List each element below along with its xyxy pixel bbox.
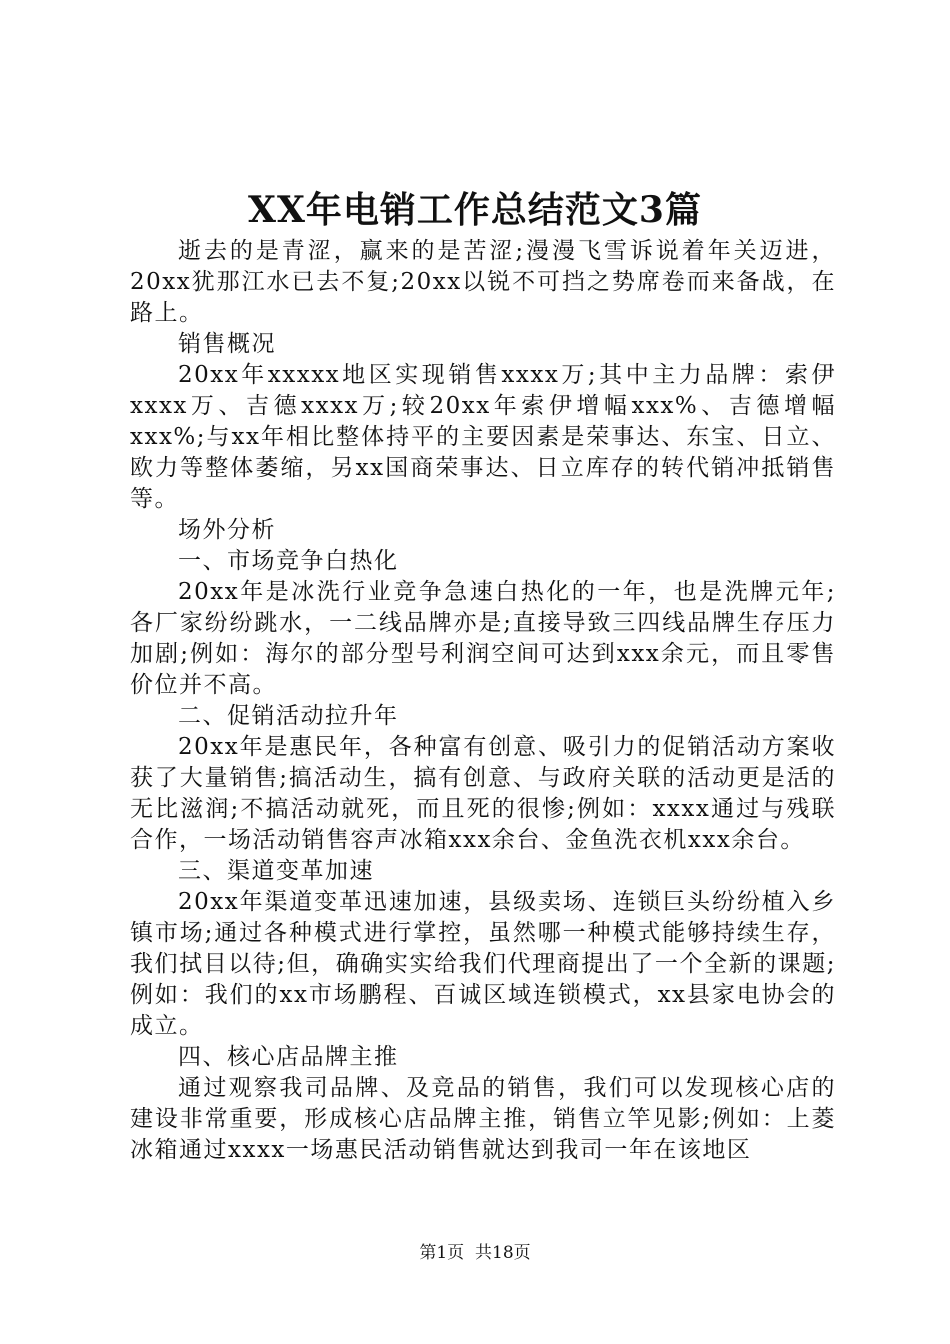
- paragraph-channel: 20xx年渠道变革迅速加速，县级卖场、连锁巨头纷纷植入乡镇市场;通过各种模式进行掌控，虽然哪一种模式能够持续生存，我们拭目以待;但，确确实实给我们代理商提出了一个全新的课题;例如：我们的xx市场鹏程、百诚区域连锁模式，xx县家电协会的成立。: [130, 889, 836, 1039]
- document-title: XX年电销工作总结范文3篇: [248, 189, 702, 231]
- paragraph-intro: 逝去的是青涩，赢来的是苦涩;漫漫飞雪诉说着年关迈进，20xx犹那江水已去不复;20xx以锐不可挡之势席卷而来备战，在路上。: [130, 238, 836, 326]
- heading-competition: 一、市场竞争白热化: [178, 548, 399, 574]
- paragraph-core-store: 通过观察我司品牌、及竞品的销售，我们可以发现核心店的建设非常重要，形成核心店品牌主推，销售立竿见影;例如：上菱冰箱通过xxxx一场惠民活动销售就达到我司一年在该地区: [130, 1075, 836, 1163]
- heading-market-analysis: 场外分析: [178, 517, 276, 543]
- document-body: [130, 236, 836, 1166]
- page-total: 共18页: [475, 1243, 531, 1263]
- heading-promotion: 二、促销活动拉升年: [178, 703, 399, 729]
- paragraph-promotion: 20xx年是惠民年，各种富有创意、吸引力的促销活动方案收获了大量销售;搞活动生，搞有创意、与政府关联的活动更是活的无比滋润;不搞活动就死，而且死的很惨;例如：xxxx通过与残联合作，一场活动销售容声冰箱xxx余台、金鱼洗衣机xxx余台。: [130, 734, 836, 853]
- heading-channel: 三、渠道变革加速: [178, 858, 374, 884]
- page-footer: [0, 1241, 950, 1265]
- paragraph-sales-overview: 20xx年xxxxx地区实现销售xxxx万;其中主力品牌：索伊xxxx万、吉德xxxx万;较20xx年索伊增幅xxx%、吉德增幅xxx%;与xx年相比整体持平的主要因素是荣事达、东宝、日立、欧力等整体萎缩，另xx国商荣事达、日立库存的转代销冲抵销售等。: [130, 362, 836, 512]
- heading-sales-overview: 销售概况: [178, 331, 276, 357]
- paragraph-competition: 20xx年是冰洗行业竞争急速白热化的一年，也是洗牌元年;各厂家纷纷跳水，一二线品牌亦是;直接导致三四线品牌生存压力加剧;例如：海尔的部分型号利润空间可达到xxx余元，而且零售价位并不高。: [130, 579, 836, 698]
- page-number: 第1页: [419, 1243, 465, 1263]
- heading-core-store: 四、核心店品牌主推: [178, 1044, 399, 1070]
